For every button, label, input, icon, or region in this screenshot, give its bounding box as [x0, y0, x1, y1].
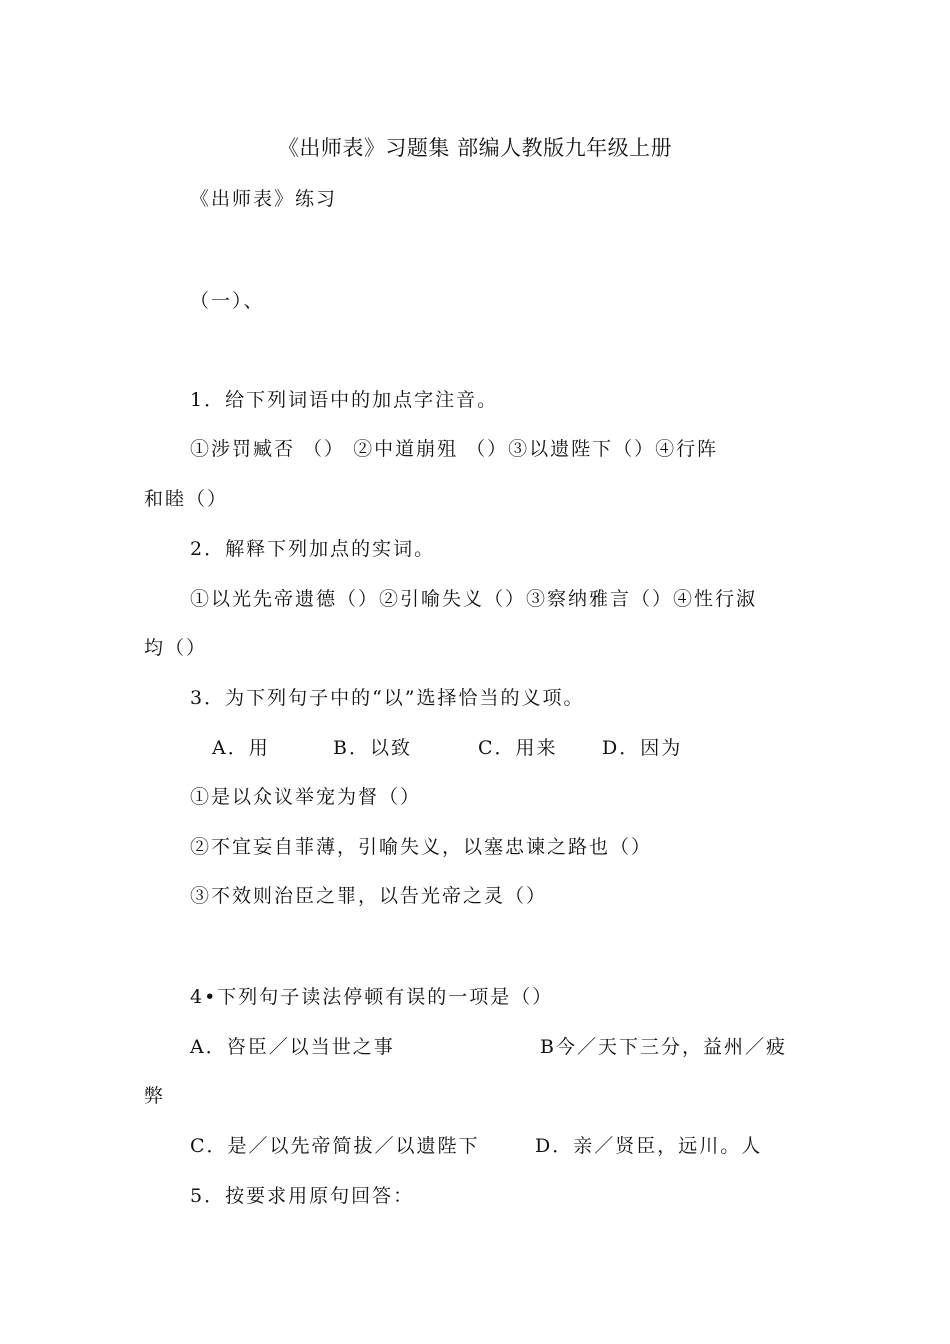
question-3-option-a: A．用 [212, 737, 270, 759]
question-2-items-continued: 均（） [144, 637, 208, 659]
question-4-option-c: C．是／以先帝简拔／以遗陛下 [190, 1135, 480, 1157]
document-title: 《出师表》习题集 部编人教版九年级上册 [277, 136, 673, 160]
question-1-prompt: 1．给下列词语中的加点字注音。 [190, 389, 499, 411]
document-subtitle: 《出师表》练习 [190, 188, 338, 210]
question-5-prompt: 5．按要求用原句回答： [190, 1185, 415, 1207]
section-heading: （一）、 [190, 290, 265, 312]
question-3-option-b: B．以致 [333, 737, 412, 759]
question-4-prompt: 4•下列句子读法停顿有误的一项是（） [190, 986, 554, 1008]
question-1-items: ①涉罚臧否 （） ②中道崩殂 （）③以遗陛下（）④行阵 [190, 438, 719, 460]
question-4-option-d: D．亲／贤臣，远川。人 [535, 1135, 763, 1157]
question-3-prompt: 3．为下列句子中的“以”选择恰当的义项。 [190, 687, 585, 709]
question-1-items-continued: 和睦（） [144, 488, 229, 510]
question-3-sentence-3: ③不效则治臣之罪，以告光帝之灵（） [190, 885, 548, 907]
question-3-option-c: C．用来 [478, 737, 558, 759]
question-3-sentence-2: ②不宜妄自菲薄，引喻失义，以塞忠谏之路也（） [190, 836, 653, 858]
question-4-option-b-continued: 弊 [144, 1085, 166, 1107]
question-3-option-d: D．因为 [602, 737, 683, 759]
question-4-option-a: A．咨臣／以当世之事 [190, 1036, 395, 1058]
question-3-sentence-1: ①是以众议举宠为督（） [190, 786, 422, 808]
question-2-prompt: 2．解释下列加点的实词。 [190, 538, 436, 560]
question-4-option-b: B今／天下三分，益州／疲 [540, 1036, 787, 1058]
question-2-items: ①以光先帝遗德（）②引喻失义（）③察纳雅言（）④性行淑 [190, 588, 758, 610]
